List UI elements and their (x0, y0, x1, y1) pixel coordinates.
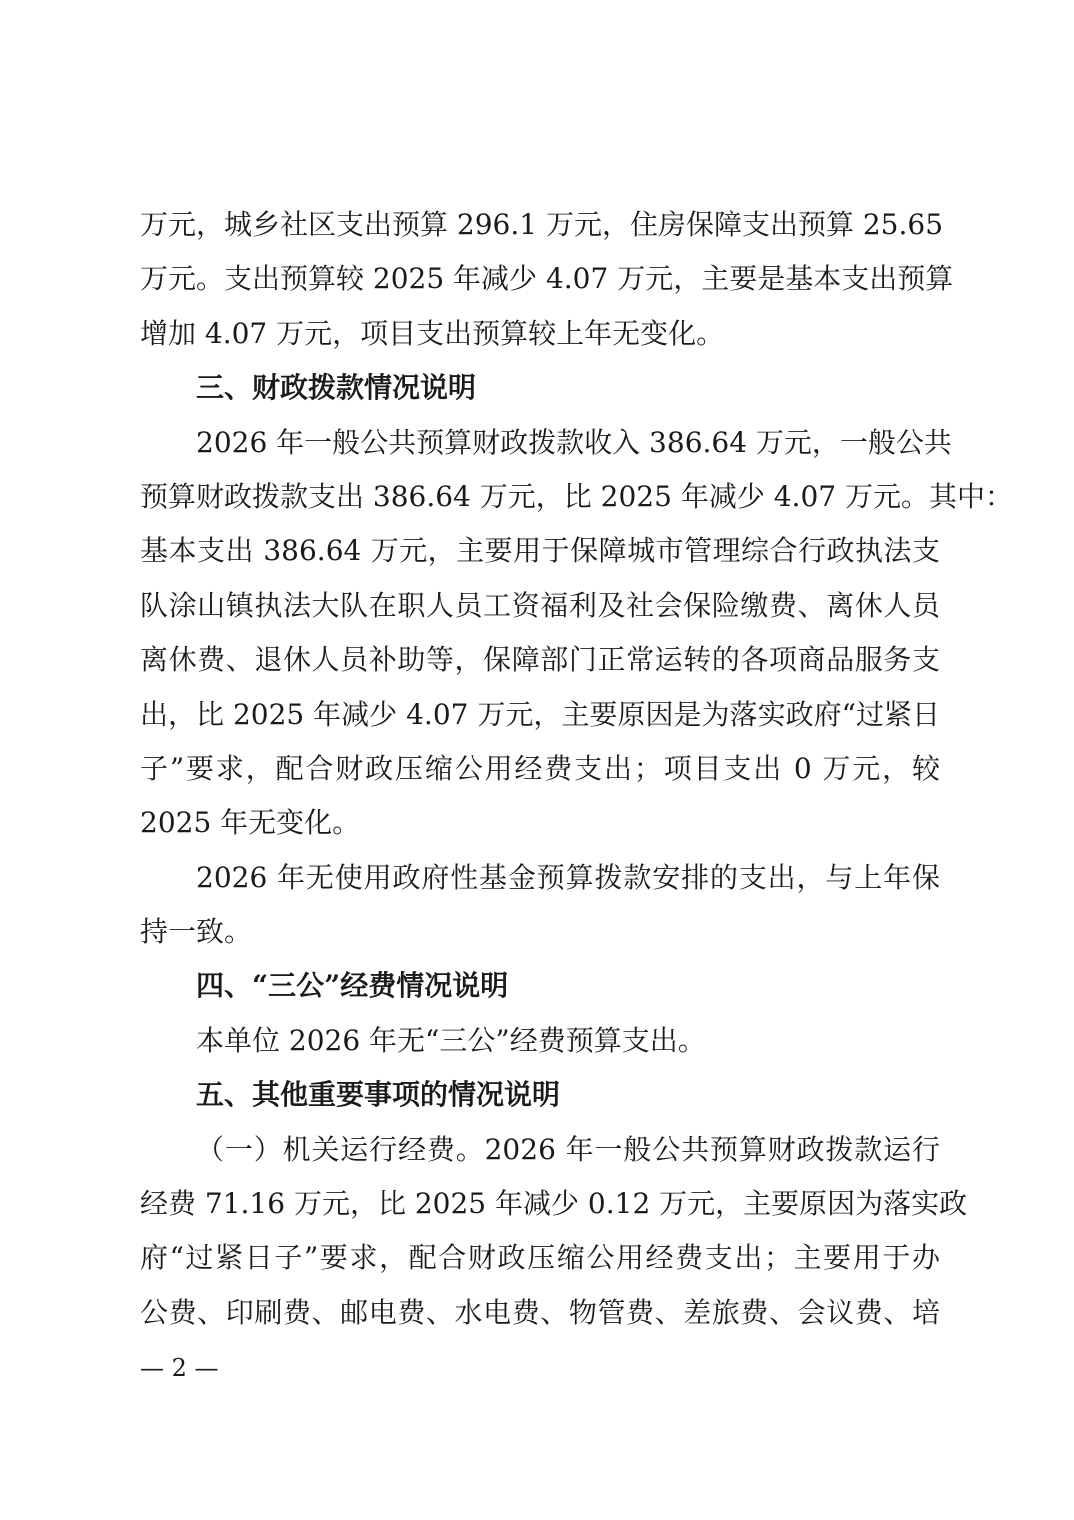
paragraph-line: 子”要求，配合财政压缩公用经费支出；项目支出 0 万元，较 (140, 751, 940, 785)
paragraph-line: 2026 年一般公共预算财政拨款收入 386.64 万元，一般公共 (196, 425, 952, 459)
paragraph-line: 2025 年无变化。 (140, 806, 361, 840)
paragraph-line: 本单位 2026 年无“三公”经费预算支出。 (196, 1023, 706, 1057)
paragraph-line: （一）机关运行经费。2026 年一般公共预算财政拨款运行 (196, 1132, 940, 1166)
paragraph-line: 出，比 2025 年减少 4.07 万元，主要原因是为落实政府“过紧日 (140, 697, 940, 731)
section-heading: 四、“三公”经费情况说明 (196, 969, 509, 1003)
paragraph-line: 增加 4.07 万元，项目支出预算较上年无变化。 (140, 316, 725, 350)
paragraph-line: 队涂山镇执法大队在职人员工资福利及社会保险缴费、离休人员 (140, 588, 940, 622)
paragraph-line: 2026 年无使用政府性基金预算拨款安排的支出，与上年保 (196, 860, 940, 894)
paragraph-line: 经费 71.16 万元，比 2025 年减少 0.12 万元，主要原因为落实政 (140, 1187, 968, 1221)
paragraph-line: 离休费、退休人员补助等，保障部门正常运转的各项商品服务支 (140, 643, 940, 677)
paragraph-line: 基本支出 386.64 万元，主要用于保障城市管理综合行政执法支 (140, 534, 940, 568)
paragraph-line: 公费、印刷费、邮电费、水电费、物管费、差旅费、会议费、培 (140, 1295, 940, 1329)
paragraph-line: 万元。支出预算较 2025 年减少 4.07 万元，主要是基本支出预算 (140, 262, 954, 296)
paragraph-line: 预算财政拨款支出 386.64 万元，比 2025 年减少 4.07 万元。其中： (140, 479, 1013, 513)
section-heading: 三、财政拨款情况说明 (196, 371, 477, 405)
paragraph-line: 府“过紧日子”要求，配合财政压缩公用经费支出；主要用于办 (140, 1241, 940, 1275)
body-text (140, 198, 1013, 1340)
section-heading: 五、其他重要事项的情况说明 (196, 1078, 561, 1112)
paragraph-line: 万元，城乡社区支出预算 296.1 万元，住房保障支出预算 25.65 (140, 208, 944, 241)
page-number: — 2 — (140, 1354, 219, 1382)
paragraph-line: 持一致。 (140, 915, 253, 949)
